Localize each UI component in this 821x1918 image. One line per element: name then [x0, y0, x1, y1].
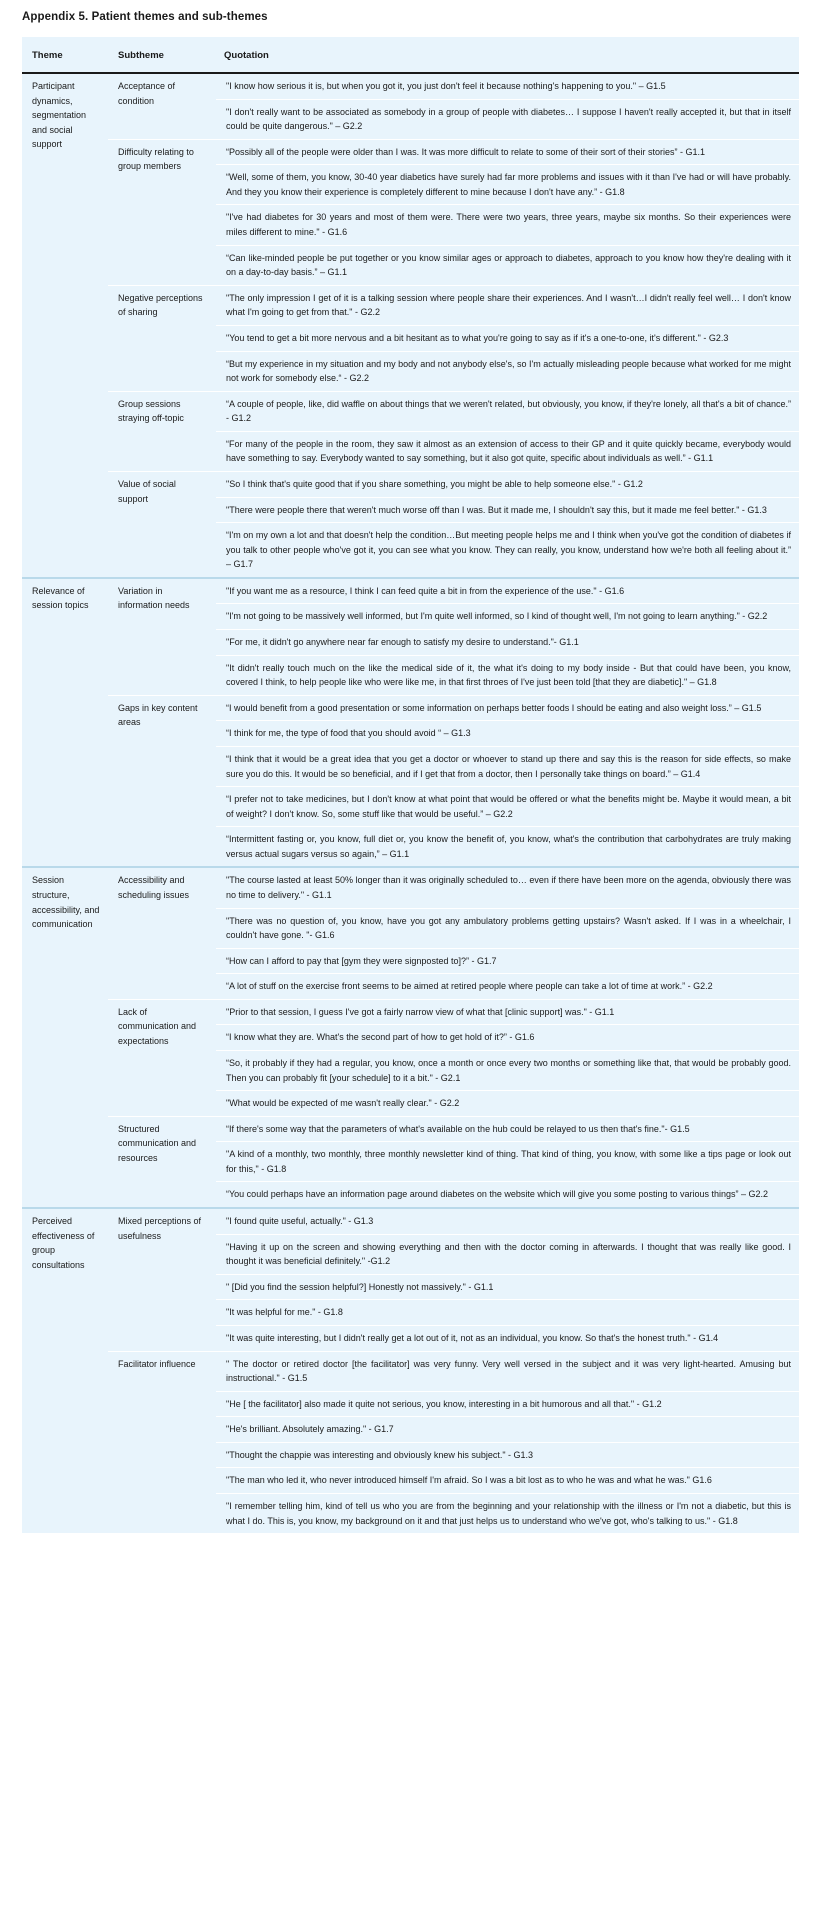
quotation-cell: " [Did you find the session helpful?] Honestly not massively." - G1.1: [216, 1274, 799, 1300]
themes-table: [22, 37, 799, 1533]
quotation-cell: “Intermittent fasting or, you know, full diet or, you know the benefit of, you know, what's the contribution that carbohydrates are truly making versus actual sugars versus so again,” – G1.1: [216, 827, 799, 868]
table-row: [22, 391, 799, 431]
quotation-cell: "It was quite interesting, but I didn't really get a lot out of it, not as an individual, you know. So that's the honest truth." - G1.4: [216, 1325, 799, 1351]
quotation-cell: "The only impression I get of it is a talking session where people share their experiences. And I wasn't…I didn't really feel well… I don't know what I'm going to get from that." - G2.2: [216, 285, 799, 325]
subtheme-cell: Facilitator influence: [108, 1351, 216, 1533]
quotation-cell: "The man who led it, who never introduced himself I'm afraid. So I was a bit lost as to who he was and what he was." G1.6: [216, 1468, 799, 1494]
subtheme-cell: Mixed perceptions of usefulness: [108, 1208, 216, 1351]
quotation-cell: “I think for me, the type of food that you should avoid “ – G1.3: [216, 721, 799, 747]
quotation-cell: “Possibly all of the people were older than I was. It was more difficult to relate to some of their sort of their stories” - G1.1: [216, 139, 799, 165]
quotation-cell: "If you want me as a resource, I think I can feed quite a bit in from the experience of the use." - G1.6: [216, 578, 799, 604]
table-row: [22, 695, 799, 721]
subtheme-cell: Negative perceptions of sharing: [108, 285, 216, 391]
quotation-cell: "Having it up on the screen and showing everything and then with the doctor coming in afterwards. I thought that was really like good. I thought it was beneficial definitely." -G1.2: [216, 1234, 799, 1274]
quotation-cell: "For me, it didn't go anywhere near far enough to satisfy my desire to understand."- G1.1: [216, 630, 799, 656]
subtheme-cell: Gaps in key content areas: [108, 695, 216, 867]
quotation-cell: "What would be expected of me wasn't really clear." - G2.2: [216, 1091, 799, 1117]
quotation-cell: "The course lasted at least 50% longer than it was originally scheduled to… even if there have been more on the agenda, obviously there was no time to delivery." - G1.1: [216, 867, 799, 908]
quotation-cell: "It was helpful for me." - G1.8: [216, 1300, 799, 1326]
quotation-cell: "I don't really want to be associated as somebody in a group of people with diabetes… I suppose I haven't really accepted it, but that in itself could be quite dangerous." – G2.2: [216, 99, 799, 139]
subtheme-cell: Accessibility and scheduling issues: [108, 867, 216, 999]
quotation-cell: “Can like-minded people be put together or you know similar ages or approach to diabetes, approach to you know how they're dealing with it on a day-to-day basis.” – G1.1: [216, 245, 799, 285]
quotation-cell: “I would benefit from a good presentation or some information on perhaps better foods I should be eating and also weight loss.” – G1.5: [216, 695, 799, 721]
quotation-cell: “A couple of people, like, did waffle on about things that we weren't related, but obviously, you know, if they're lonely, all that's a bit of chance.” - G1.2: [216, 391, 799, 431]
quotation-cell: “A lot of stuff on the exercise front seems to be aimed at retired people where people can take a lot of time at work.” - G2.2: [216, 974, 799, 1000]
quotation-cell: "I found quite useful, actually." - G1.3: [216, 1208, 799, 1234]
subtheme-cell: Acceptance of condition: [118, 81, 176, 106]
table-row: [22, 1116, 799, 1142]
quotation-cell: “You could perhaps have an information page around diabetes on the website which will give you some posting to various things” – G2.2: [216, 1182, 799, 1208]
themes-table-container: [22, 37, 799, 1533]
quotation-cell: "I remember telling him, kind of tell us who you are from the beginning and your relationship with the illness or I'm not a diabetic, but this is what I do. This is, you know, my background on it and that just helps us to understand who we've got, who's talking to us." - G1.8: [216, 1494, 799, 1534]
table-row: [22, 285, 799, 325]
quotation-cell: “I think that it would be a great idea that you get a doctor or whoever to stand up there and say this is the reason for side effects, so make sure you do this. It would be so beneficial, and if I get that from a doctor, then I personally take things on board.” – G1.4: [216, 746, 799, 786]
quotation-cell: "There was no question of, you know, have you got any ambulatory problems getting upstairs? Wasn't asked. If I was in a wheelchair, I couldn't have gone. "- G1.6: [216, 908, 799, 948]
quotation-cell: “If there's some way that the parameters of what's available on the hub could be relayed to us then that's fine."- G1.5: [216, 1116, 799, 1142]
table-row: [22, 1351, 799, 1391]
quotation-cell: “I'm on my own a lot and that doesn't help the condition…But meeting people helps me and I think when you've got the condition of diabetes if you talk to other people who've got it, you can see what you know. They can really, you know, understand how we're both all feeling about it.” – G1.7: [216, 523, 799, 578]
quotation-cell: "A kind of a monthly, two monthly, three monthly newsletter kind of thing. That kind of thing, you know, with some like a tips page or look out for this," - G1.8: [216, 1142, 799, 1182]
table-header: [22, 37, 799, 73]
quotation-cell: "Prior to that session, I guess I've got a fairly narrow view of what that [clinic support] was." - G1.1: [216, 999, 799, 1025]
page-title: Appendix 5. Patient themes and sub-themes: [22, 11, 268, 23]
subtheme-cell: Structured communication and resources: [108, 1116, 216, 1208]
table-row: [22, 578, 799, 604]
theme-cell: Perceived effectiveness of group consultations: [22, 1208, 108, 1533]
quotation-cell: "Thought the chappie was interesting and obviously knew his subject." - G1.3: [216, 1442, 799, 1468]
quotation-cell: " The doctor or retired doctor [the facilitator] was very funny. Very well versed in the subject and it was very light-hearted. Amusing but instructional." - G1.5: [216, 1351, 799, 1391]
quotation-cell: “How can I afford to pay that [gym they were signposted to]?” - G1.7: [216, 948, 799, 974]
quotation-cell: "I know how serious it is, but when you got it, you just don't feel it because nothing's happening to you." – G1.5: [216, 73, 799, 99]
quotation-cell: "So I think that's quite good that if you share something, you might be able to help someone else." - G1.2: [216, 471, 799, 497]
quotation-cell: “I know what they are. What's the second part of how to get hold of it?” - G1.6: [216, 1025, 799, 1051]
quotation-cell: “Well, some of them, you know, 30-40 year diabetics have surely had far more problems and issues with it than I've had or will have probably. And they you know their experience is completely different to mine because I don't have any.” - G1.8: [216, 165, 799, 205]
quotation-cell: “I prefer not to take medicines, but I don't know at what point that would be offered or what the benefits might be. Maybe it would mean, a bit of weight? I don't know. So, some stuff like that would be useful.” – G2.2: [216, 787, 799, 827]
table-row: [22, 999, 799, 1025]
table-row: [22, 139, 799, 165]
table-body: [22, 73, 799, 1533]
theme-cell: Participant dynamics, segmentation and social support: [32, 81, 87, 150]
theme-cell: Relevance of session topics: [22, 578, 108, 868]
column-header-quotation: Quotation: [216, 37, 799, 73]
subtheme-cell: Group sessions straying off-topic: [108, 391, 216, 471]
quotation-cell: "I've had diabetes for 30 years and most of them were. There were two years, three years, maybe six months. So their experiences were miles different to mine." - G1.6: [216, 205, 799, 245]
table-row: [22, 1208, 799, 1234]
quotation-cell: "He [ the facilitator] also made it quite not serious, you know, interesting in a bit humorous and all that." - G1.2: [216, 1391, 799, 1417]
table-row: [22, 73, 799, 99]
subtheme-cell: Variation in information needs: [108, 578, 216, 695]
quotation-cell: "There were people there that weren't much worse off than I was. But it made me, I shouldn't say this, but it made me feel better." - G1.3: [216, 497, 799, 523]
quotation-cell: "He's brilliant. Absolutely amazing." - G1.7: [216, 1417, 799, 1443]
subtheme-cell: Difficulty relating to group members: [108, 139, 216, 285]
column-header-subtheme: Subtheme: [108, 37, 216, 73]
theme-cell: Session structure, accessibility, and communication: [22, 867, 108, 1208]
page-bottom-spacer: [0, 1547, 821, 1567]
quotation-cell: "You tend to get a bit more nervous and a bit hesitant as to what you're going to say as if it's a one-to-one, it's different." - G2.3: [216, 325, 799, 351]
column-header-theme: Theme: [22, 37, 108, 73]
table-row: [22, 471, 799, 497]
quotation-cell: "I'm not going to be massively well informed, but I'm quite well informed, so I kind of thought well, I'm not going to learn anything." - G2.2: [216, 604, 799, 630]
quotation-cell: "It didn't really touch much on the like the medical side of it, the what it's doing to my body inside - But that could have been, you know, covered I think, to help people like who were like me, in that first throes of I've just been told [that they are diabetic]." – G1.8: [216, 655, 799, 695]
subtheme-cell: Value of social support: [108, 471, 216, 577]
quotation-cell: “But my experience in my situation and my body and not anybody else's, so I'm actually misleading people because what worked for me might not work for somebody else.“ - G2.2: [216, 351, 799, 391]
table-row: [22, 867, 799, 908]
subtheme-cell: Lack of communication and expectations: [108, 999, 216, 1116]
table-header-row: [22, 37, 799, 73]
quotation-cell: “For many of the people in the room, they saw it almost as an extension of access to their GP and it quite quickly became, everybody would have something to say. Everybody wanted to say something, but it also got quite, specific about individuals as well.” - G1.1: [216, 431, 799, 471]
quotation-cell: “So, it probably if they had a regular, you know, once a month or once every two months or something like that, that would be probably good. Then you can probably fit [your schedule] to it a bit." - G2.1: [216, 1051, 799, 1091]
